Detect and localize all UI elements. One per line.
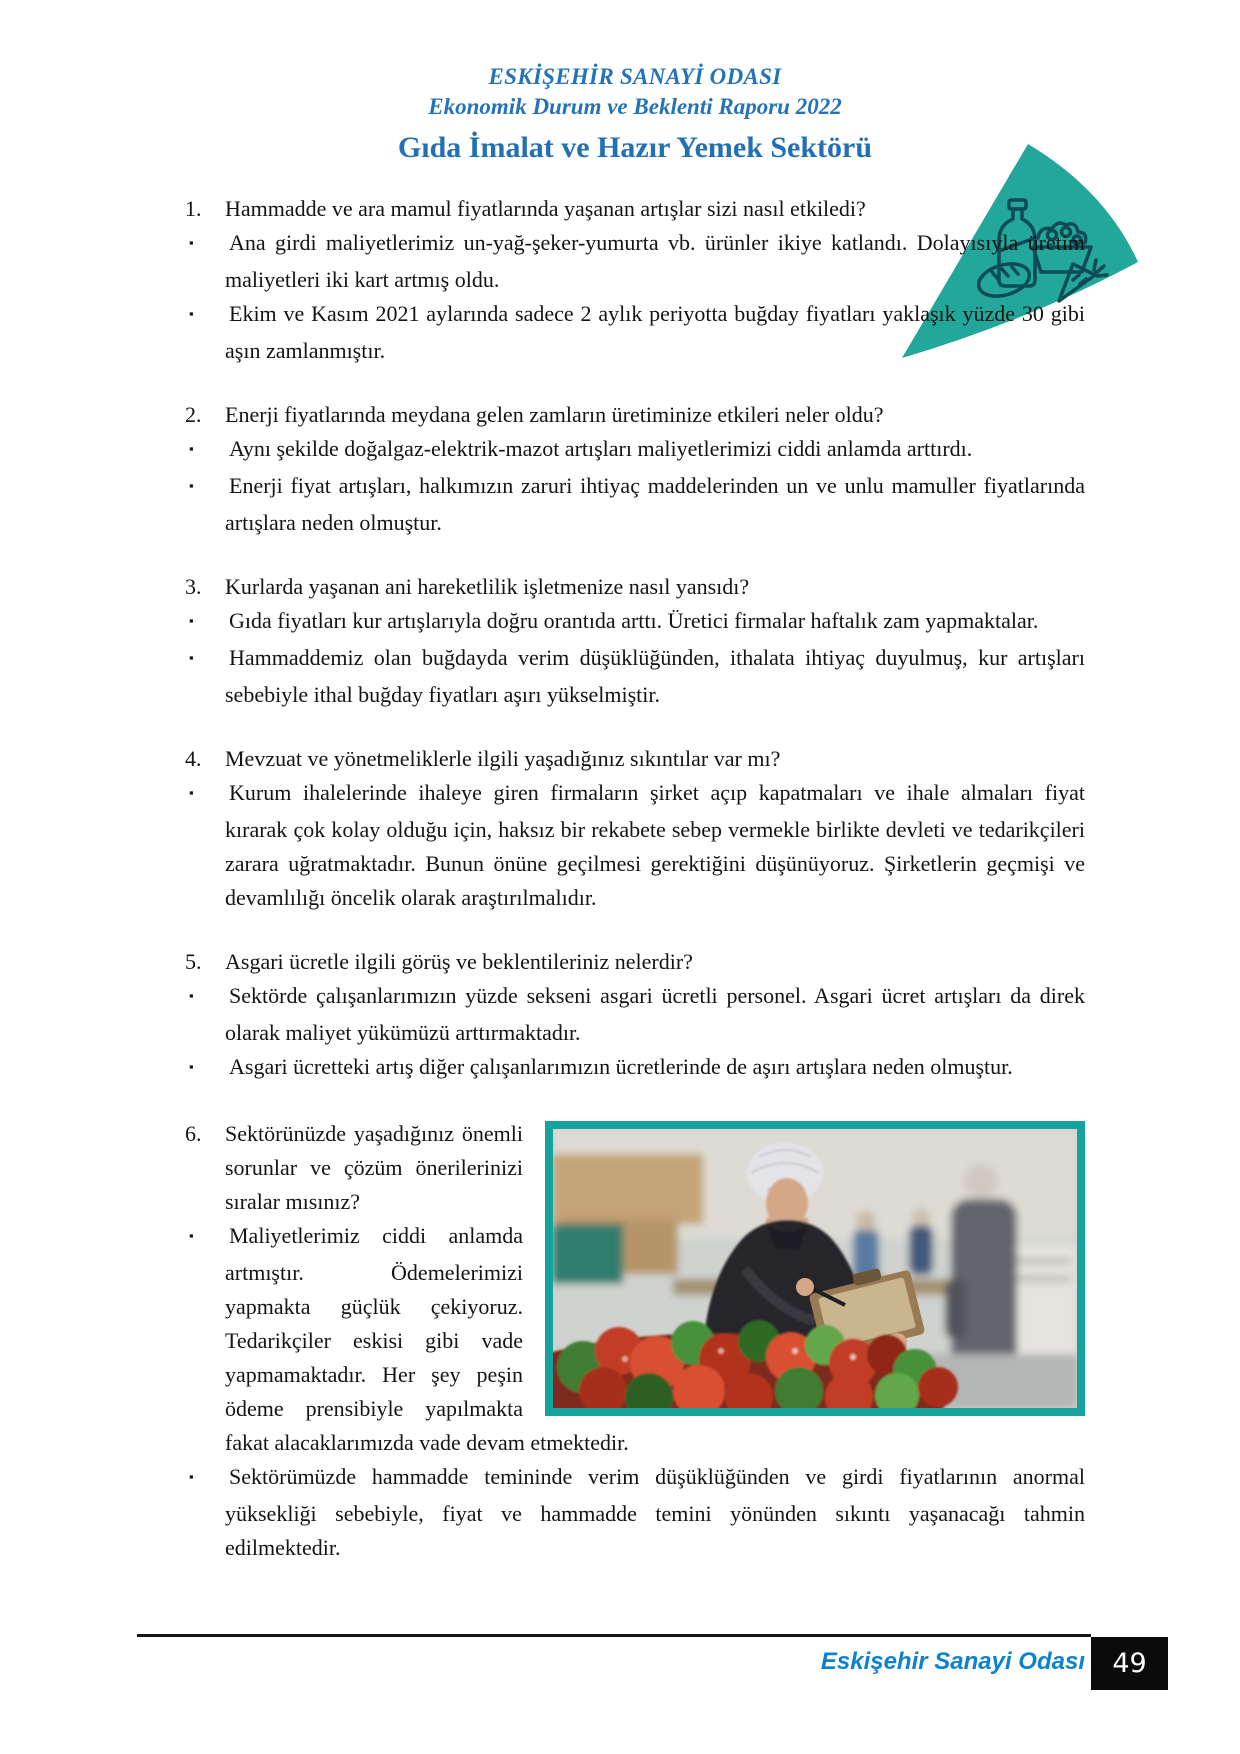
bullet-text: Ana girdi maliyetlerimiz un-yağ-şeker-yumurta vb. ürünler ikiye katlandı. Dolayısıyla üretim maliyetleri iki kart artmış oldu. bbox=[225, 230, 1085, 292]
bullet-text: Kurum ihalelerinde ihaleye giren firmaların şirket açıp kapatmaları ve ihale almaları fiyat kırarak çok kolay olduğu için, haksız bir rekabete sebep vermekle birlikte devleti ve tedarikçileri zarara uğratmaktadır. Bunun önüne geçilmesi gerektiğini düşünüyoruz. Şirketlerin geçmişi ve devamlılığı öncelik olarak araştırılmalıdır. bbox=[225, 780, 1085, 910]
bullet-icon: ▪ bbox=[189, 650, 194, 665]
bullet-text: Gıda fiyatları kur artışlarıyla doğru orantıda arttı. Üretici firmalar haftalık zam yapmaktalar. bbox=[229, 608, 1039, 633]
bullet-icon: ▪ bbox=[189, 235, 194, 250]
question-number: 5. bbox=[185, 949, 202, 974]
question-text: Hammadde ve ara mamul fiyatlarında yaşanan artışlar sizi nasıl etkiledi? bbox=[225, 196, 866, 221]
bullet-item bbox=[185, 297, 1085, 368]
footer-divider bbox=[137, 1634, 1091, 1637]
bullet-icon: ▪ bbox=[189, 478, 194, 493]
question-number: 2. bbox=[185, 402, 202, 427]
bullet-icon: ▪ bbox=[189, 1469, 194, 1484]
question-text: Asgari ücretle ilgili görüş ve beklentileriniz nelerdir? bbox=[225, 949, 693, 974]
question-2 bbox=[185, 398, 1085, 432]
report-header bbox=[185, 62, 1085, 122]
bullet-item bbox=[185, 432, 1085, 469]
bullet-item bbox=[185, 469, 1085, 540]
page-number: 49 bbox=[1091, 1637, 1168, 1690]
question-3 bbox=[185, 570, 1085, 604]
org-name: ESKİŞEHİR SANAYİ ODASI bbox=[488, 64, 782, 89]
bullet-text: Hammaddemiz olan buğdayda verim düşüklüğünden, ithalata ihtiyaç duyulmuş, kur artışları sebebiyle ithal buğday fiyatları aşırı yükselmiştir. bbox=[225, 645, 1085, 707]
factory-photo-illustration bbox=[553, 1129, 1077, 1408]
report-name: Ekonomik Durum ve Beklenti Raporu 2022 bbox=[428, 94, 842, 119]
question-number: 4. bbox=[185, 746, 202, 771]
bullet-item bbox=[185, 979, 1085, 1050]
bullet-icon: ▪ bbox=[189, 306, 194, 321]
bullet-text: Aynı şekilde doğalgaz-elektrik-mazot artışları maliyetlerimizi ciddi anlamda arttırdı. bbox=[229, 436, 973, 461]
bullet-item bbox=[185, 776, 1085, 915]
bullet-icon: ▪ bbox=[189, 441, 194, 456]
bullet-text: Asgari ücretteki artış diğer çalışanlarımızın ücretlerinde de aşırı artışlara neden olmuştur. bbox=[229, 1054, 1013, 1079]
bullet-item bbox=[185, 1460, 1085, 1565]
question-block-2 bbox=[185, 398, 1085, 540]
question-number: 3. bbox=[185, 574, 202, 599]
bullet-text: Sektörde çalışanlarımızın yüzde sekseni asgari ücretli personel. Asgari ücret artışları da direk olarak maliyet yükümüzü arttırmaktadır. bbox=[225, 983, 1085, 1045]
question-text: Mevzuat ve yönetmeliklerle ilgili yaşadığınız sıkıntılar var mı? bbox=[225, 746, 781, 771]
bullet-icon: ▪ bbox=[189, 785, 194, 800]
factory-inspection-photo bbox=[545, 1121, 1085, 1416]
bullet-item bbox=[185, 641, 1085, 712]
question-1 bbox=[185, 192, 1085, 226]
question-block-4 bbox=[185, 742, 1085, 915]
question-number: 1. bbox=[185, 196, 202, 221]
question-number: 6. bbox=[185, 1121, 202, 1146]
bullet-text: Ekim ve Kasım 2021 aylarında sadece 2 aylık periyotta buğday fiyatları yaklaşık yüzde 30 gibi aşın zamlanmıştır. bbox=[225, 301, 1085, 363]
question-block-3 bbox=[185, 570, 1085, 712]
section-title: Gıda İmalat ve Hazır Yemek Sektörü bbox=[397, 131, 873, 164]
footer-org-name: Eskişehir Sanayi Odası bbox=[820, 1648, 1085, 1675]
bullet-item bbox=[185, 226, 1085, 297]
question-block-6 bbox=[185, 1117, 1085, 1565]
bullet-icon: ▪ bbox=[189, 988, 194, 1003]
bullet-icon: ▪ bbox=[189, 1228, 194, 1243]
question-block-5 bbox=[185, 945, 1085, 1087]
question-text: Enerji fiyatlarında meydana gelen zamların üretiminize etkileri neler oldu? bbox=[225, 402, 884, 427]
question-text: Sektörünüzde yaşadığınız önemli sorunlar ve çözüm önerilerinizi sıralar mısınız? bbox=[225, 1121, 523, 1214]
bullet-text: Maliyetlerimiz ciddi anlamda artmıştır. Ödemelerimizi yapmakta güçlük çekiyoruz. Tedarikçiler eskisi gibi vade yapmamaktadır. Her şey peşin ödeme prensibiyle yapılmakta fakat alacaklarımızda vade devam etmektedir. bbox=[225, 1223, 629, 1455]
bullet-item bbox=[185, 1050, 1085, 1087]
question-4 bbox=[185, 742, 1085, 776]
question-block-1 bbox=[185, 192, 1085, 368]
bullet-text: Sektörümüzde hammadde temininde verim düşüklüğünden ve girdi fiyatlarının anormal yüksekliği sebebiyle, fiyat ve hammadde temini yönünden sıkıntı yaşanacağı tahmin edilmektedir. bbox=[225, 1464, 1085, 1560]
bullet-icon: ▪ bbox=[189, 613, 194, 628]
question-text: Kurlarda yaşanan ani hareketlilik işletmenize nasıl yansıdı? bbox=[225, 574, 750, 599]
bullet-text: Enerji fiyat artışları, halkımızın zaruri ihtiyaç maddelerinden un ve unlu mamuller fiyatlarında artışlara neden olmuştur. bbox=[225, 473, 1085, 535]
question-5 bbox=[185, 945, 1085, 979]
bullet-item bbox=[185, 604, 1085, 641]
bullet-icon: ▪ bbox=[189, 1059, 194, 1074]
